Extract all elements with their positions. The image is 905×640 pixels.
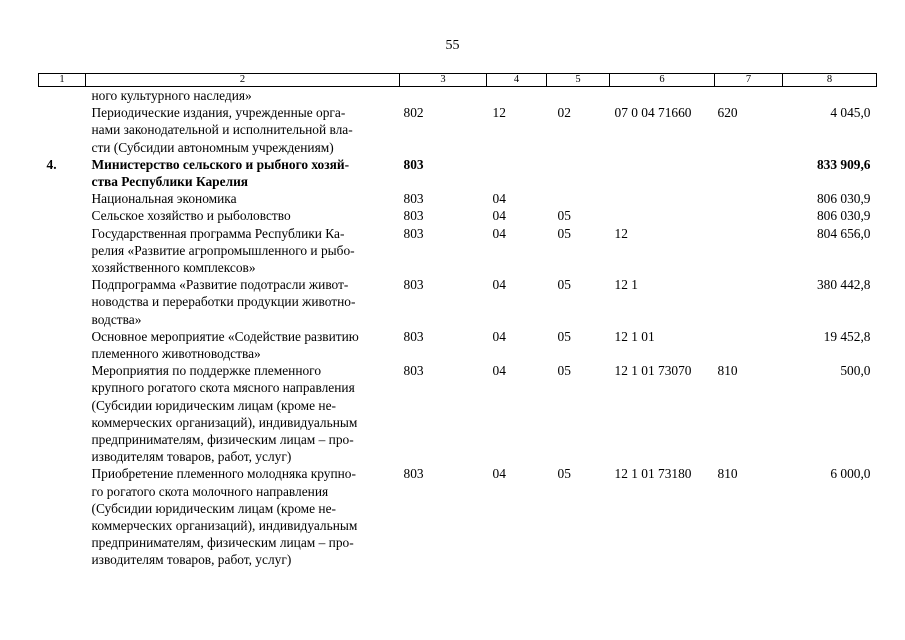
target-article-code: 12 1 [614, 277, 638, 293]
target-article-code-cell [610, 104, 715, 156]
item-name-line: хозяйственного комплексов» [91, 260, 256, 276]
section-code-cell [487, 276, 547, 328]
item-name-cell [86, 190, 400, 207]
header-cell: 1 [39, 74, 86, 87]
grbs-code: 803 [403, 363, 424, 379]
row-number-cell [39, 276, 86, 328]
table-row [39, 87, 877, 105]
item-name-line: Сельское хозяйство и рыболовство [91, 208, 291, 224]
item-name-line: ного культурного наследия» [91, 88, 252, 103]
table-row [39, 207, 877, 224]
grbs-code: 803 [403, 328, 424, 344]
subsection-code: 05 [557, 466, 571, 482]
item-name-line: Основное мероприятие «Содействие развитию [91, 328, 359, 344]
item-name-cell [86, 276, 400, 328]
item-name-line: го рогатого скота молочного направления [91, 483, 329, 499]
grbs-code-cell [400, 362, 487, 465]
item-name-line: племенного животноводства» [91, 346, 261, 362]
table-row [39, 276, 877, 328]
expense-type-code: 620 [717, 105, 738, 121]
row-number-cell [39, 190, 86, 207]
grbs-code: 803 [403, 466, 424, 482]
amount-cell [783, 465, 877, 568]
grbs-code-cell [400, 328, 487, 362]
section-code-cell [487, 225, 547, 277]
grbs-code-cell [400, 87, 487, 105]
item-name-line: крупного рогатого скота мясного направления [91, 380, 355, 396]
item-name-line: (Субсидии юридическим лицам (кроме не- [91, 397, 336, 413]
row-number-cell [39, 362, 86, 465]
row-number-cell [39, 207, 86, 224]
section-code-cell [487, 328, 547, 362]
expense-type-code-cell [715, 276, 783, 328]
expense-type-code: 810 [717, 363, 738, 379]
subsection-code-cell [547, 207, 610, 224]
header-cell: 5 [547, 74, 610, 87]
expense-type-code-cell [715, 362, 783, 465]
table-row [39, 225, 877, 277]
subsection-code-cell [547, 190, 610, 207]
grbs-code-cell [400, 465, 487, 568]
amount: 804 656,0 [816, 225, 871, 241]
item-name-cell [86, 362, 400, 465]
item-name-line: релия «Развитие агропромышленного и рыбо- [91, 242, 355, 258]
amount: 806 030,9 [816, 191, 871, 207]
grbs-code: 803 [403, 156, 424, 172]
amount-cell [783, 225, 877, 277]
target-article-code-cell [610, 156, 715, 190]
item-name-line: нами законодательной и исполнительной вла- [91, 122, 353, 138]
row-number-cell [39, 465, 86, 568]
item-name-cell [86, 104, 400, 156]
section-code: 04 [492, 363, 506, 379]
target-article-code: 12 1 01 [614, 328, 655, 344]
amount-cell [783, 328, 877, 362]
amount: 19 452,8 [823, 328, 871, 344]
grbs-code-cell [400, 190, 487, 207]
table-row [39, 328, 877, 362]
subsection-code-cell [547, 225, 610, 277]
grbs-code-cell [400, 225, 487, 277]
amount-cell [783, 190, 877, 207]
target-article-code-cell [610, 276, 715, 328]
item-name-line: Государственная программа Республики Ка- [91, 225, 345, 241]
section-code: 04 [492, 328, 506, 344]
target-article-code-cell [610, 87, 715, 105]
grbs-code: 802 [403, 105, 424, 121]
target-article-code-cell [610, 207, 715, 224]
section-code: 04 [492, 208, 506, 224]
amount-cell [783, 362, 877, 465]
amount-cell [783, 104, 877, 156]
table-row [39, 362, 877, 465]
subsection-code-cell [547, 362, 610, 465]
row-number-cell [39, 104, 86, 156]
subsection-code-cell [547, 87, 610, 105]
expense-type-code-cell [715, 87, 783, 105]
item-name-line: Мероприятия по поддержке племенного [91, 363, 322, 379]
item-name-line: изводителям товаров, работ, услуг) [91, 449, 292, 465]
target-article-code: 12 [614, 225, 628, 241]
grbs-code-cell [400, 156, 487, 190]
item-name-line: Периодические издания, учрежденные орга- [91, 105, 346, 121]
item-name-line: предпринимателям, физическим лицам – про- [91, 535, 354, 551]
item-name-line: ства Республики Карелия [91, 174, 249, 190]
item-name-line: Приобретение племенного молодняка крупно- [91, 466, 356, 482]
subsection-code-cell [547, 276, 610, 328]
amount-cell [783, 207, 877, 224]
header-row [39, 74, 877, 87]
section-code: 12 [492, 105, 506, 121]
item-name-line: Министерство сельского и рыбного хозяй- [91, 156, 350, 172]
amount: 806 030,9 [816, 208, 871, 224]
grbs-code-cell [400, 104, 487, 156]
row-number: 4. [46, 156, 57, 172]
subsection-code: 02 [557, 105, 571, 121]
section-code: 04 [492, 466, 506, 482]
row-number-cell [39, 156, 86, 190]
item-name-line: сти (Субсидии автономным учреждениям) [91, 139, 334, 155]
item-name-line: новодства и переработки продукции животно- [91, 294, 356, 310]
subsection-code-cell [547, 465, 610, 568]
grbs-code: 803 [403, 208, 424, 224]
target-article-code: 12 1 01 73070 [614, 363, 692, 379]
section-code-cell [487, 190, 547, 207]
target-article-code: 12 1 01 73180 [614, 466, 692, 482]
amount: 833 909,6 [816, 156, 871, 172]
amount-cell [783, 276, 877, 328]
amount: 500,0 [840, 363, 871, 379]
grbs-code: 803 [403, 191, 424, 207]
item-name-line: коммерческих организаций), индивидуальным [91, 414, 358, 430]
header-cell: 3 [400, 74, 487, 87]
grbs-code: 803 [403, 277, 424, 293]
expense-type-code-cell [715, 104, 783, 156]
expense-type-code: 810 [717, 466, 738, 482]
subsection-code: 05 [557, 208, 571, 224]
header-cell: 2 [86, 74, 400, 87]
subsection-code-cell [547, 104, 610, 156]
section-code: 04 [492, 191, 506, 207]
table-row [39, 156, 877, 190]
item-name-line: (Субсидии юридическим лицам (кроме не- [91, 500, 336, 516]
row-number-cell [39, 87, 86, 105]
section-code-cell [487, 465, 547, 568]
expense-type-code-cell [715, 328, 783, 362]
amount: 6 000,0 [830, 466, 871, 482]
target-article-code-cell [610, 328, 715, 362]
item-name-line: Подпрограмма «Развитие подотрасли живот- [91, 277, 349, 293]
item-name-line: Национальная экономика [91, 191, 237, 207]
amount-cell [783, 156, 877, 190]
grbs-code: 803 [403, 225, 424, 241]
amount-cell [783, 87, 877, 105]
subsection-code-cell [547, 328, 610, 362]
item-name-line: предпринимателям, физическим лицам – про- [91, 432, 354, 448]
table-row [39, 104, 877, 156]
item-name-cell [86, 225, 400, 277]
target-article-code-cell [610, 225, 715, 277]
section-code: 04 [492, 225, 506, 241]
target-article-code-cell [610, 362, 715, 465]
item-name-cell [86, 328, 400, 362]
grbs-code-cell [400, 276, 487, 328]
target-article-code-cell [610, 465, 715, 568]
section-code-cell [487, 207, 547, 224]
header-cell: 7 [715, 74, 783, 87]
section-code-cell [487, 104, 547, 156]
subsection-code: 05 [557, 328, 571, 344]
expense-type-code-cell [715, 465, 783, 568]
subsection-code: 05 [557, 225, 571, 241]
subsection-code: 05 [557, 363, 571, 379]
item-name-line: коммерческих организаций), индивидуальным [91, 518, 358, 534]
target-article-code-cell [610, 190, 715, 207]
budget-table [38, 73, 877, 569]
expense-type-code-cell [715, 225, 783, 277]
grbs-code-cell [400, 207, 487, 224]
header-cell: 4 [487, 74, 547, 87]
header-cell: 8 [783, 74, 877, 87]
table-row [39, 465, 877, 568]
amount: 380 442,8 [816, 277, 871, 293]
subsection-code-cell [547, 156, 610, 190]
target-article-code: 07 0 04 71660 [614, 105, 692, 121]
row-number-cell [39, 328, 86, 362]
subsection-code: 05 [557, 277, 571, 293]
header-cell: 6 [610, 74, 715, 87]
item-name-cell [86, 207, 400, 224]
amount: 4 045,0 [830, 105, 871, 121]
expense-type-code-cell [715, 156, 783, 190]
page-number: 55 [445, 38, 460, 53]
section-code-cell [487, 156, 547, 190]
item-name-line: изводителям товаров, работ, услуг) [91, 552, 292, 568]
table-body [39, 87, 877, 569]
section-code-cell [487, 87, 547, 105]
section-code-cell [487, 362, 547, 465]
section-code: 04 [492, 277, 506, 293]
item-name-cell [86, 156, 400, 190]
table-row [39, 190, 877, 207]
expense-type-code-cell [715, 190, 783, 207]
item-name-cell [86, 87, 400, 105]
row-number-cell [39, 225, 86, 277]
item-name-cell [86, 465, 400, 568]
expense-type-code-cell [715, 207, 783, 224]
item-name-line: водства» [91, 311, 142, 327]
